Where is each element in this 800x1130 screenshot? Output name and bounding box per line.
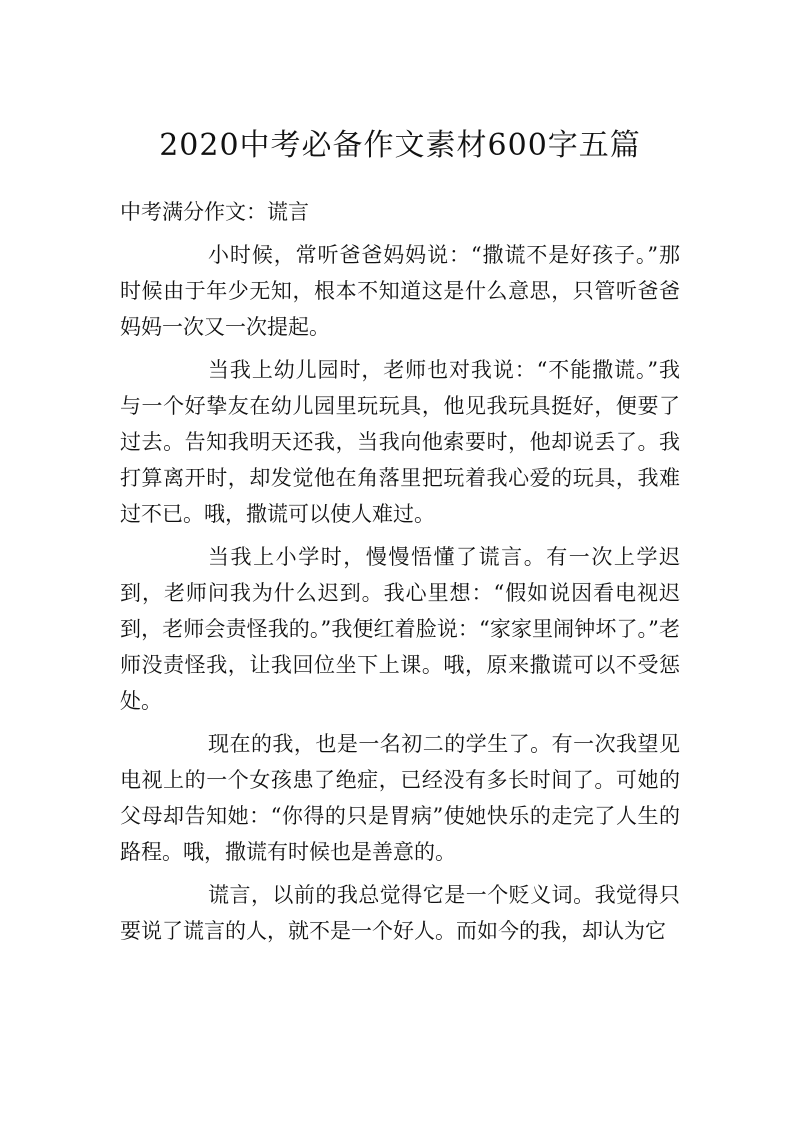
essay-title: 中考满分作文：谎言 — [120, 200, 309, 224]
spacer — [120, 345, 680, 352]
spacer — [120, 719, 680, 726]
document-title: 2020中考必备作文素材600字五篇 — [159, 128, 641, 163]
paragraph: 当我上幼儿园时，老师也对我说：“不能撒谎。”我与一个好挚友在幼儿园里玩玩具，他见我玩具挺好，便要了过去。告知我明天还我，当我向他索要时，他却说丢了。我打算离开时，却发觉他在角落里把玩着我心爱的玩具，我难过不已。哦，撒谎可以使人难过。 — [120, 358, 680, 526]
paragraph: 谎言，以前的我总觉得它是一个贬义词。我觉得只要说了谎言的人，就不是一个好人。而如今的我，却认为它 — [120, 883, 680, 943]
spacer — [120, 230, 680, 237]
spacer — [120, 532, 680, 539]
paragraph: 现在的我，也是一名初二的学生了。有一次我望见电视上的一个女孩患了绝症，已经没有多长时间了。可她的父母却告知她：“你得的只是胃病”使她快乐的走完了人生的路程。哦，撒谎有时候也是善意的。 — [120, 732, 680, 864]
spacer — [120, 870, 680, 877]
paragraph: 小时候，常听爸爸妈妈说：“撒谎不是好孩子。”那时候由于年少无知，根本不知道这是什么意思，只管听爸爸妈妈一次又一次提起。 — [120, 243, 680, 339]
document-body — [120, 194, 680, 949]
paragraph: 当我上小学时，慢慢悟懂了谎言。有一次上学迟到，老师问我为什么迟到。我心里想：“假如说因看电视迟到，老师会责怪我的。”我便红着脸说：“家家里闹钟坏了。”老师没责怪我，让我回位坐下上课。哦，原来撒谎可以不受惩处。 — [120, 545, 680, 713]
